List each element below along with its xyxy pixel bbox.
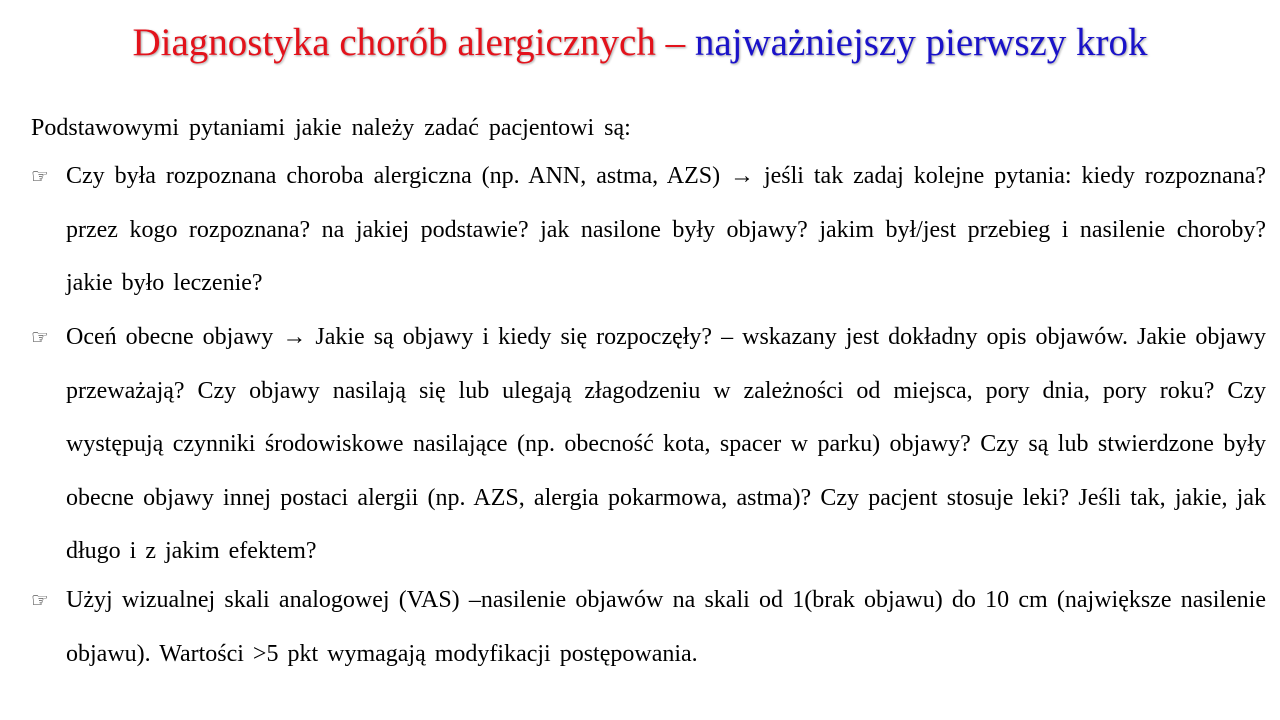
title-part-red: Diagnostyka chorób alergicznych –	[132, 21, 695, 64]
bullet-item-1	[31, 150, 1266, 311]
bullet-item-3	[31, 574, 1266, 681]
bullet-text-1: Czy była rozpoznana choroba alergiczna (np. ANN, astma, AZS) → jeśli tak zadaj kolejne pytania: kiedy rozpoznana? przez kogo rozpoznana? na jakiej podstawie? jak nasilone były objawy? jakim był/jest przebieg i nasilenie choroby? jakie było leczenie?	[66, 163, 1266, 297]
bullet-item-2	[31, 311, 1266, 579]
title-part-blue: najważniejszy pierwszy krok	[694, 21, 1148, 64]
pointing-hand-icon: ☞	[31, 588, 49, 612]
bullet-text-3: Użyj wizualnej skali analogowej (VAS) –nasilenie objawów na skali od 1(brak objawu) do 10 cm (największe nasilenie objawu). Wartości >5 pkt wymagają modyfikacji postępowania.	[66, 587, 1266, 667]
intro-text: Podstawowymi pytaniami jakie należy zadać pacjentowi są:	[31, 115, 631, 141]
bullet-text-2: Oceń obecne objawy → Jakie są objawy i kiedy się rozpoczęły? – wskazany jest dokładny opis objawów. Jakie objawy przeważają? Czy objawy nasilają się lub ulegają złagodzeniu w zależności od miejsca, pory dnia, pory roku? Czy występują czynniki środowiskowe nasilające (np. obecność kota, spacer w parku) objawy? Czy są lub stwierdzone były obecne objawy innej postaci alergii (np. AZS, alergia pokarmowa, astma)? Czy pacjent stosuje leki? Jeśli tak, jakie, jak długo i z jakim efektem?	[66, 324, 1266, 565]
pointing-hand-icon: ☞	[31, 325, 49, 349]
slide-title	[0, 18, 1280, 68]
pointing-hand-icon: ☞	[31, 164, 49, 188]
